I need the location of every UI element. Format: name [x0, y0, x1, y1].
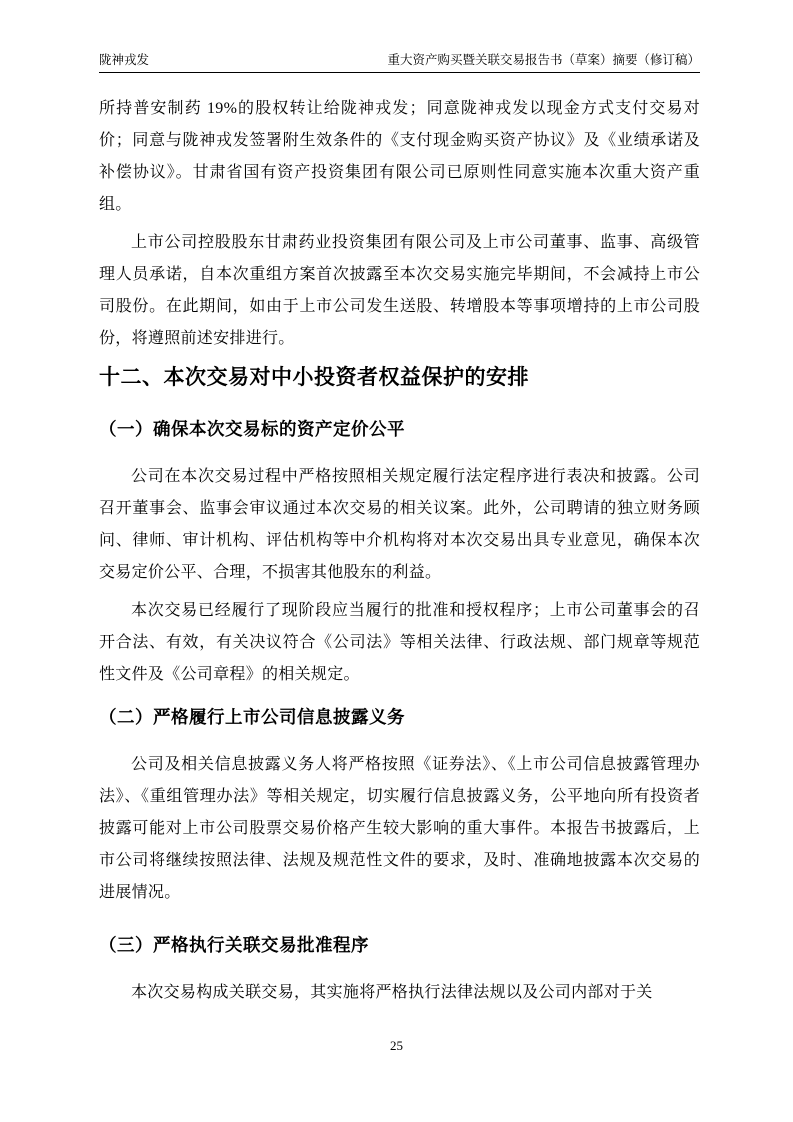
document-body	[99, 93, 700, 1015]
subsection-heading-1-fair-pricing: （一）确保本次交易标的资产定价公平	[99, 419, 405, 439]
paragraph-approval-authorization: 本次交易已经履行了现阶段应当履行的批准和授权程序；上市公司董事会的召开合法、有效，有关决议符合《公司法》等相关法律、行政法规、部门规章等规范性文件及《公司章程》的相关规定。	[99, 602, 700, 683]
paragraph-continuation-equity-transfer: 所持普安制药 19%的股权转让给陇神戎发；同意陇神戎发以现金方式支付交易对价；同意与陇神戎发签署附生效条件的《支付现金购买资产协议》及《业绩承诺及补偿协议》。甘肃省国有资产投资集团有限公司已原则性同意实施本次重大资产重组。	[99, 100, 700, 213]
subsection-heading-3-related-party-approval: （三）严格执行关联交易批准程序	[99, 935, 369, 955]
subsection-heading-2-information-disclosure: （二）严格履行上市公司信息披露义务	[99, 707, 405, 727]
paragraph-shareholder-commitment: 上市公司控股股东甘肃药业投资集团有限公司及上市公司董事、监事、高级管理人员承诺，自本次重组方案首次披露至本次交易实施完毕期间，不会减持上市公司股份。在此期间，如由于上市公司发生送股、转增股本等事项增持的上市公司股份，将遵照前述安排进行。	[99, 234, 700, 347]
section-heading-12-investor-protection: 十二、本次交易对中小投资者权益保护的安排	[99, 366, 529, 389]
page-header	[99, 52, 700, 73]
page-number: 25	[390, 1038, 403, 1053]
header-report-title: 重大资产购买暨关联交易报告书（草案）摘要（修订稿）	[387, 53, 700, 67]
paragraph-disclosure-obligations: 公司及相关信息披露义务人将严格按照《证券法》、《上市公司信息披露管理办法》、《重组管理办法》等相关规定，切实履行信息披露义务，公平地向所有投资者披露可能对上市公司股票交易价格产生较大影响的重大事件。本报告书披露后，上市公司将继续按照法律、法规及规范性文件的要求，及时、准确地披露本次交易的进展情况。	[99, 756, 700, 901]
paragraph-voting-disclosure-procedures: 公司在本次交易过程中严格按照相关规定履行法定程序进行表决和披露。公司召开董事会、监事会审议通过本次交易的相关议案。此外，公司聘请的独立财务顾问、律师、审计机构、评估机构等中介机构将对本次交易出具专业意见，确保本次交易定价公平、合理，不损害其他股东的利益。	[99, 468, 700, 581]
paragraph-related-party-transaction: 本次交易构成关联交易，其实施将严格执行法律法规以及公司内部对于关	[131, 984, 653, 1001]
header-company-short-name: 陇神戎发	[99, 53, 150, 67]
page-footer	[0, 1038, 793, 1054]
